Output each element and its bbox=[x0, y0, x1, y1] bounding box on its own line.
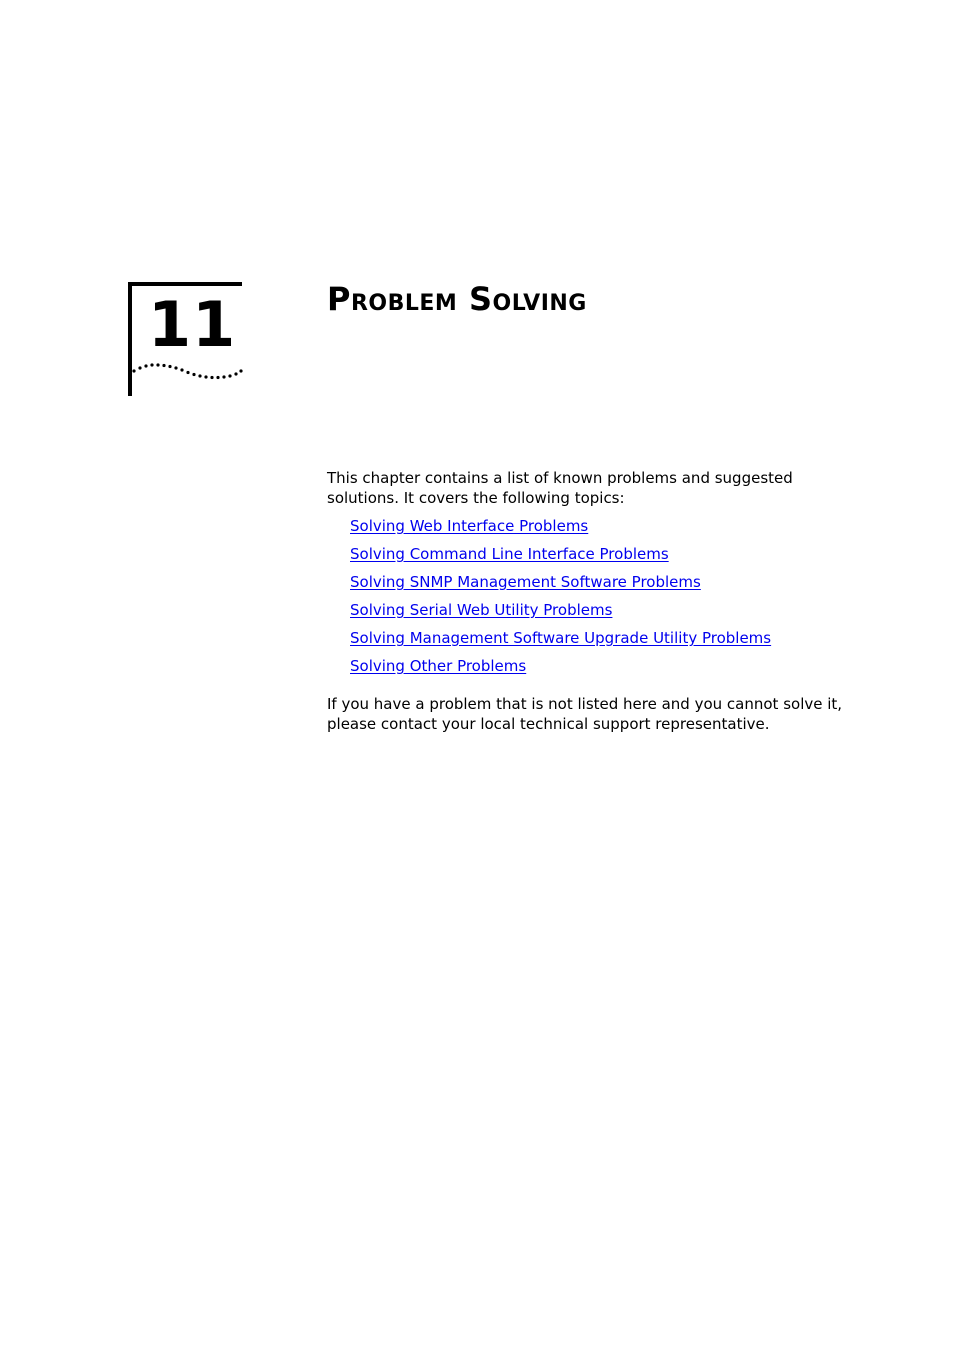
topic-link-other[interactable]: Solving Other Problems bbox=[350, 657, 527, 675]
topic-link-web-interface[interactable]: Solving Web Interface Problems bbox=[350, 517, 589, 535]
topic-link-serial-web-utility[interactable]: Solving Serial Web Utility Problems bbox=[350, 601, 613, 619]
chapter-title: Problem Solving bbox=[327, 280, 587, 318]
topic-item bbox=[350, 544, 867, 572]
topic-item bbox=[350, 628, 867, 656]
chapter-flag-icon bbox=[128, 282, 248, 398]
topic-link-command-line[interactable]: Solving Command Line Interface Problems bbox=[350, 545, 669, 563]
topic-list bbox=[327, 516, 867, 684]
topic-item bbox=[350, 600, 867, 628]
topic-link-snmp[interactable]: Solving SNMP Management Software Problems bbox=[350, 573, 701, 591]
topic-item bbox=[350, 656, 867, 684]
intro-paragraph: This chapter contains a list of known problems and suggested solutions. It covers the following topics: bbox=[327, 469, 793, 507]
badge-horizontal-rule bbox=[128, 282, 242, 286]
topic-item bbox=[350, 516, 867, 544]
chapter-body bbox=[327, 468, 867, 734]
topic-item bbox=[350, 572, 867, 600]
closing-paragraph: If you have a problem that is not listed here and you cannot solve it, please contact your local technical support representative. bbox=[327, 695, 843, 733]
topic-link-upgrade-utility[interactable]: Solving Management Software Upgrade Utility Problems bbox=[350, 629, 772, 647]
dotted-wave-icon bbox=[132, 356, 248, 386]
chapter-number: 11 bbox=[148, 288, 237, 361]
